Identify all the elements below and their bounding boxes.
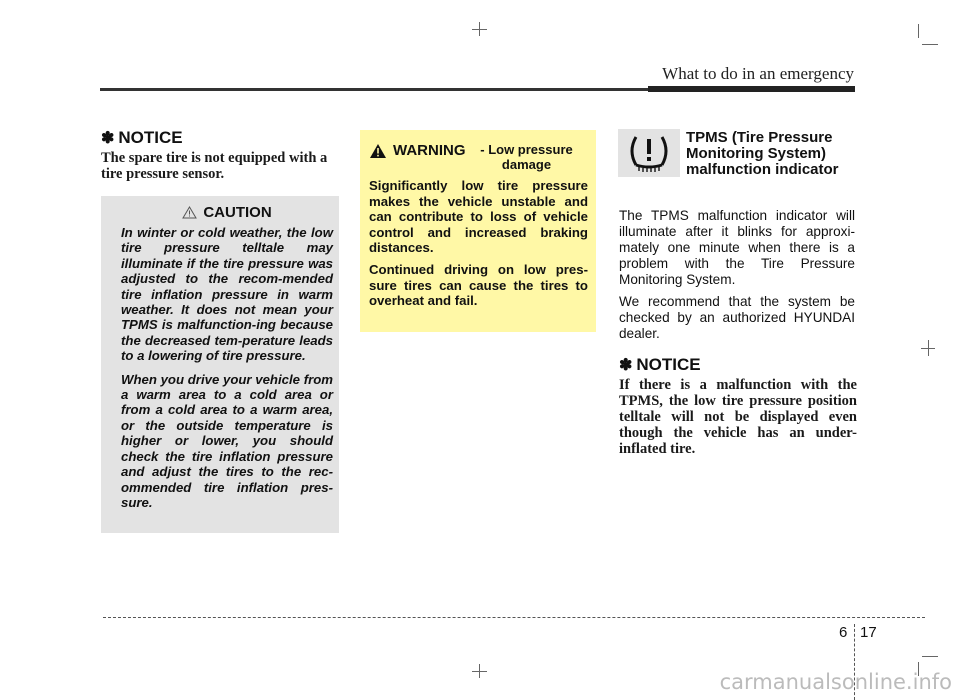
crop-mark [921,348,935,349]
tpms-body [619,208,855,348]
crop-mark [918,24,919,38]
notice-star-icon: ✽ [619,357,633,374]
crop-mark [472,671,487,672]
notice-heading: ✽ NOTICE [101,128,183,147]
chapter-number: 6 [839,624,848,641]
notice-text-right: If there is a malfunction with the TPMS, the low tire pressure position telltale will not be displayed even though the vehicle has an under-inflated tire. [619,377,857,457]
notice-star-icon: ✽ [101,130,115,147]
page-number: 17 [860,624,877,641]
caution-triangle-icon [182,206,197,219]
tpms-title: TPMS (Tire Pressure Monitoring System) malfunction indicator [686,129,839,178]
tire-warning-icon [618,129,680,177]
crop-mark [472,29,487,30]
header-accent-bar [648,86,855,92]
notice-text: The spare tire is not equipped with a tire pressure sensor. [101,150,328,182]
caution-title: CAUTION [121,204,333,221]
caution-box [101,196,339,533]
footer-rule [103,617,925,618]
crop-mark [922,656,938,657]
watermark: carmanualsonline.info [719,670,952,694]
warning-triangle-icon [369,143,387,159]
section-title: What to do in an emergency [662,64,854,83]
tpms-paragraph-1: The TPMS malfunction indicator will illuminate after it blinks for approxi-mately one minute when there is a problem with the Tire Pressure Monitoring System. [619,208,855,287]
crop-mark [922,44,938,45]
warning-title: WARNING - Low pressure damage [369,142,588,172]
tpms-indicator-icon [618,129,680,177]
caution-paragraph-1: In winter or cold weather, the low tire pressure telltale may illuminate if the tire pressure was adjusted to the recom-mended tire inflation pressure in warm weather. It does not mean your TPMS is malfunction-ing because the decreased tem-perature leads to a lowering of tire pressure. [121,225,333,364]
warning-box [360,130,596,332]
tpms-paragraph-2: We recommend that the system be checked by an authorized HYUNDAI dealer. [619,294,855,341]
notice-heading-right: ✽ NOTICE [619,355,701,374]
caution-paragraph-2: When you drive your vehicle from a warm area to a cold area or from a cold area to a warm area, or the outside temperature is higher or lower, you should check the tire inflation pressure and adjust the tires to the rec-ommended tire inflation pres-sure. [121,371,333,510]
warning-paragraph-2: Continued driving on low pres-sure tires can cause the tires to overheat and fail. [369,261,588,309]
warning-paragraph-1: Significantly low tire pressure makes the vehicle unstable and can contribute to loss of vehicle control and increased braking distances. [369,178,588,256]
